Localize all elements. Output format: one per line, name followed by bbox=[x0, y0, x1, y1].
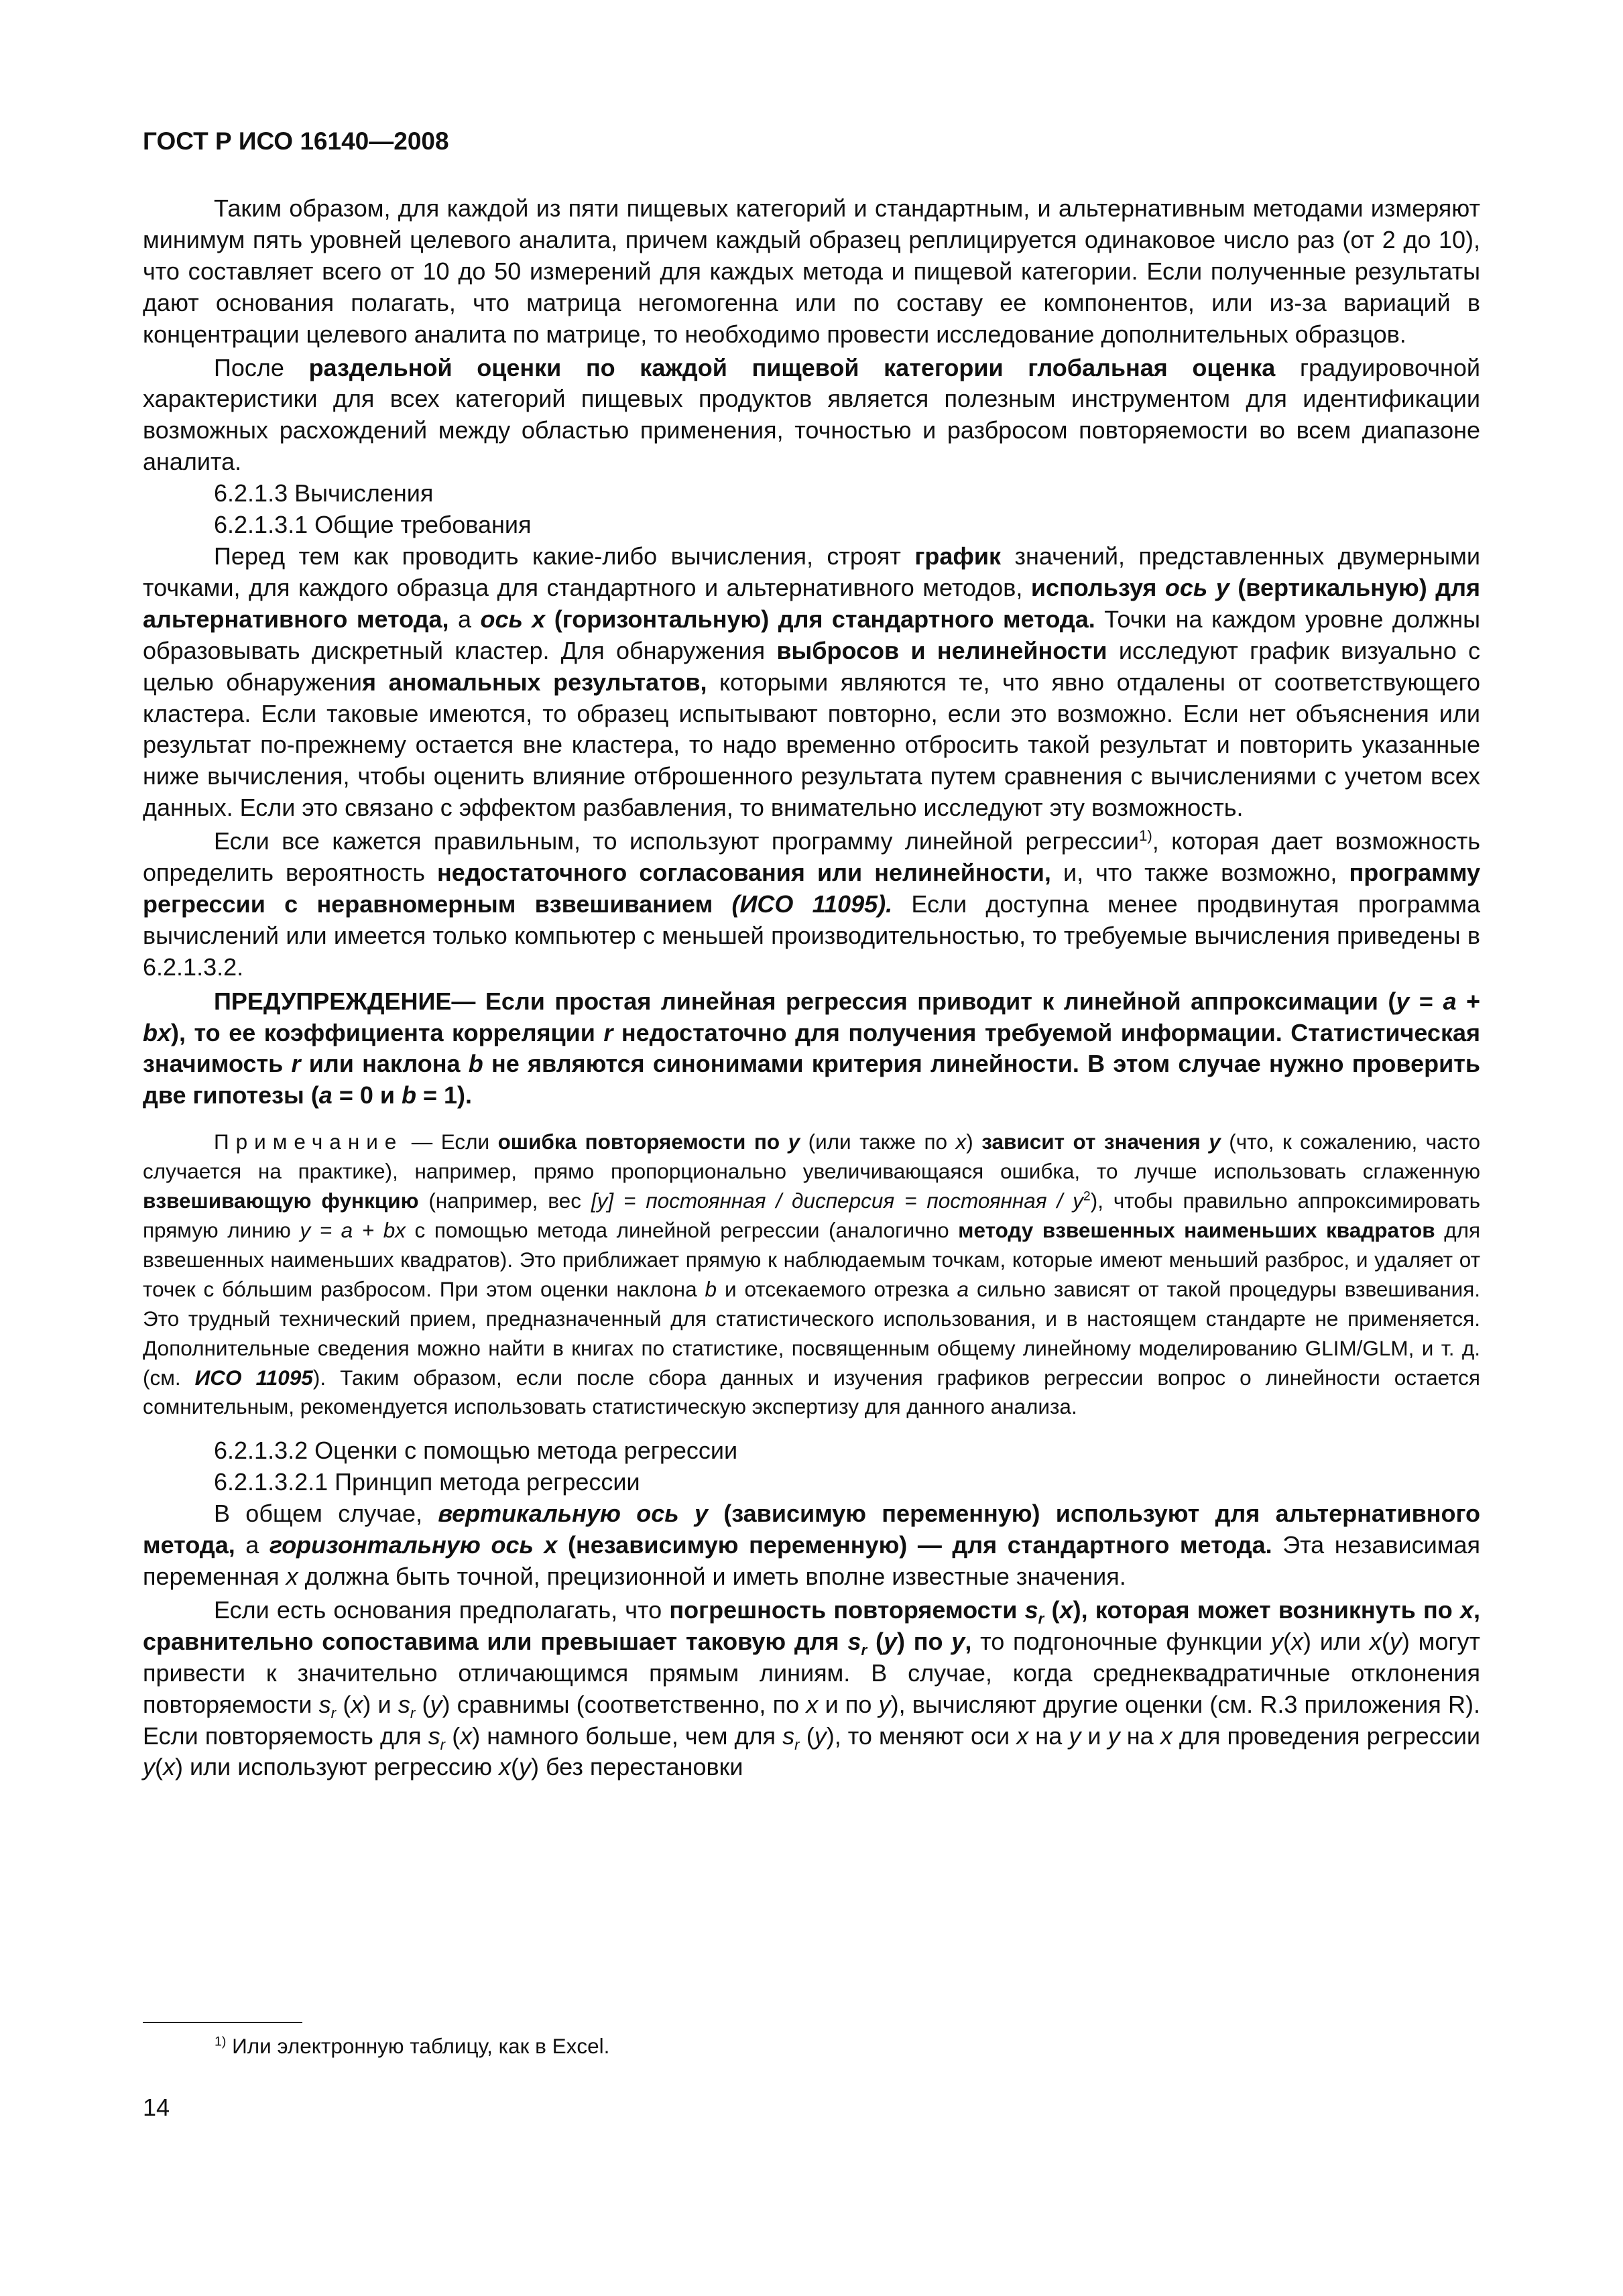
document-header: ГОСТ Р ИСО 16140—2008 bbox=[143, 127, 449, 155]
document-body bbox=[143, 193, 1480, 1783]
paragraph-5: В общем случае, вертикальную ось y (зависимую переменную) используют для альтернативного метода, а горизонтальную ось x (независимую переменную) — для стандартного метода. Эта независимая переменная x должна быть точной, прецизионной и иметь вполне известные значения. bbox=[143, 1500, 1480, 1590]
footnote-text: Или электронную таблицу, как в Excel. bbox=[226, 2034, 610, 2058]
section-heading-regression-principle: 6.2.1.3.2.1 Принцип метода регрессии bbox=[214, 1468, 640, 1496]
footnote-reference[interactable]: 1) bbox=[1138, 827, 1152, 845]
paragraph-6: Если есть основания предполагать, что погрешность повторяемости $s_r$ (x), которая может возникнуть по x, сравнительно сопоставима или превышает таковую для $s_r$ (y) по y, то подгоночные функции y(x) или x(y) могут привести к значительно отличающимся прямым линиям. В случае, когда среднеквадратичные отклонения повторяемости $s_r$ (x) и $s_r$ (y) сравнимы (соответственно, по x и по y), вычисляют другие оценки (см. R.3 приложения R). Если повторяемость для $s_r$ (x) намного больше, чем для $s_r$ (y), то меняют оси x на y и y на x для проведения регрессии y(x) или используют регрессию x(y) без перестановки bbox=[143, 1595, 1481, 1781]
footnote-mark: 1) bbox=[215, 2034, 227, 2049]
note-label: Примечание bbox=[214, 1130, 404, 1154]
paragraph-2: После раздельной оценки по каждой пищевой категории глобальная оценка градуировочной характеристики для всех категорий пищевых продуктов является полезным инструментом для идентификации возможных расхождений между областью применения, точностью и разбросом повторяемости во всем диапазоне аналита. bbox=[143, 353, 1480, 476]
page-number: 14 bbox=[143, 2094, 170, 2121]
footnote-divider bbox=[143, 2022, 302, 2023]
footnote bbox=[215, 2031, 609, 2061]
paragraph-4: Если все кажется правильным, то используют программу линейной регрессии$^{1)}$, которая дает возможность определить вероятность недостаточного согласования или нелинейности, и, что также возможно, программу регрессии с неравномерным взвешиванием (ИСО 11095). Если доступна менее продвинутая программа вычислений или имеется только компьютер с меньшей производительностью, то требуемые вычисления приведены в 6.2.1.3.2. bbox=[143, 827, 1480, 981]
paragraph-1: Таким образом, для каждой из пяти пищевых категорий и стандартным, и альтернативным методами измеряют минимум пять уровней целевого аналита, причем каждый образец реплицируется одинаковое число раз (от 2 до 10), что составляет всего от 10 до 50 измерений для каждых метода и пищевой категории. Если полученные результаты дают основания полагать, что матрица негомогенна или по составу ее компонентов, или из-за вариаций в концентрации целевого аналита по матрице, то необходимо провести исследование дополнительных образцов. bbox=[143, 194, 1480, 348]
warning-paragraph: ПРЕДУПРЕЖДЕНИЕ— Если простая линейная регрессия приводит к линейной аппроксимации (y = a + bx), то ее коэффициента корреляции r недостаточно для получения требуемой информации. Статистическая значимость r или наклона b не являются синонимами критерия линейности. В этом случае нужно проверить две гипотезы (a = 0 и b = 1). bbox=[143, 987, 1481, 1109]
section-heading-regression-estimates: 6.2.1.3.2 Оценки с помощью метода регрессии bbox=[214, 1437, 738, 1465]
note-paragraph: Примечание — Если ошибка повторяемости по y (или также по x) зависит от значения y (что, к сожалению, часто случается на практике), например, прямо пропорционально увеличивающаяся ошибка, то лучше использовать сглаженную взвешивающую функцию (например, вес [y] = постоянная / дисперсия = постоянная / $y^2$), чтобы правильно аппроксимировать прямую линию y = a + bx с помощью метода линейной регрессии (аналогично методу взвешенных наименьших квадратов для взвешенных наименьших квадратов). Это приближает прямую к наблюдаемым точкам, которые имеют меньший разброс, и удаляет от точек с бóльшим разбросом. При этом оценки наклона b и отсекаемого отрезка a сильно зависят от такой процедуры взвешивания. Это трудный технический прием, предназначенный для статистического использования, и в настоящем стандарте не применяется. Дополнительные сведения можно найти в книгах по статистике, посвященным общему линейному моделированию GLIM/GLM, и т. д. (см. ИСО 11095). Таким образом, если после сбора данных и изучения графиков регрессии вопрос о линейности остается сомнительным, рекомендуется использовать статистическую экспертизу для данного анализа. bbox=[143, 1130, 1481, 1419]
section-heading-calculations: 6.2.1.3 Вычисления bbox=[214, 479, 434, 507]
section-heading-general-requirements: 6.2.1.3.1 Общие требования bbox=[214, 511, 532, 539]
paragraph-3: Перед тем как проводить какие-либо вычисления, строят график значений, представленных двумерными точками, для каждого образца для стандартного и альтернативного методов, используя ось y (вертикальную) для альтернативного метода, а ось x (горизонтальную) для стандартного метода. Точки на каждом уровне должны образовывать дискретный кластер. Для обнаружения выбросов и нелинейности исследуют график визуально с целью обнаружения аномальных результатов, которыми являются те, что явно отдалены от соответствующего кластера. Если таковые имеются, то образец испытывают повторно, если это возможно. Если нет объяснения или результат по-прежнему остается вне кластера, то надо временно отбросить такой результат и повторить указанные ниже вычисления, чтобы оценить влияние отброшенного результата путем сравнения с вычислениями с учетом всех данных. Если это связано с эффектом разбавления, то внимательно исследуют эту возможность. bbox=[143, 542, 1481, 822]
